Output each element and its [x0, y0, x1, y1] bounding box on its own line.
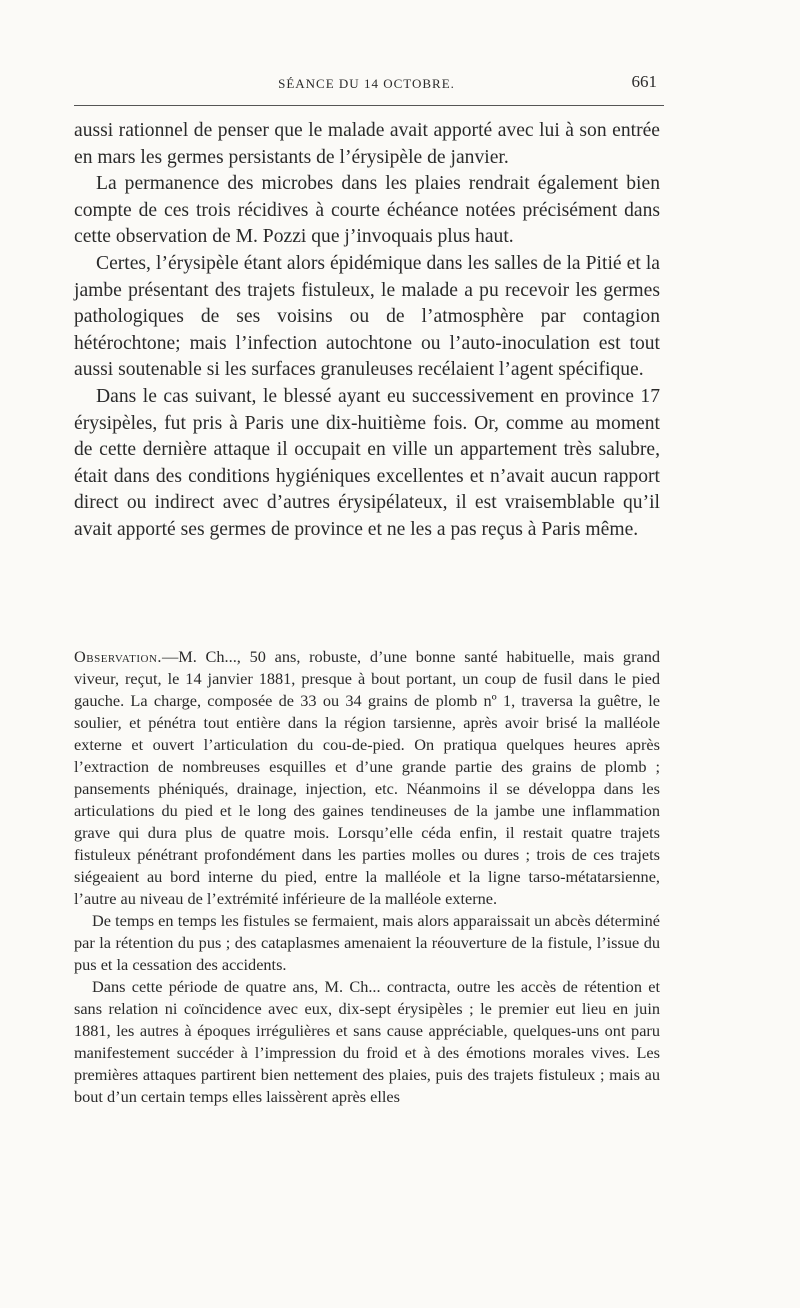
observation-block: [74, 646, 660, 1108]
paragraph: Certes, l’érysipèle étant alors épidémique dans les salles de la Pitié et la jambe présentant des trajets fistuleux, le malade a pu recevoir les germes pathologiques de ses voisins ou de l’atmosphère par contagion hétérochtone; mais l’infection autochtone ou l’auto-inoculation est tout aussi soutenable si les surfaces granuleuses recélaient l’agent spécifique.: [74, 252, 660, 381]
paragraph: aussi rationnel de penser que le malade avait apporté avec lui à son entrée en mars les germes persistants de l’érysipèle de janvier.: [74, 120, 660, 168]
header-rule: [74, 105, 664, 106]
main-text: [74, 118, 660, 544]
paragraph: La permanence des microbes dans les plaies rendrait également bien compte de ces trois récidives à courte échéance notées précisément dans cette observation de M. Pozzi que j’invoquais plus haut.: [74, 173, 660, 248]
observation-label: Observation.: [74, 647, 162, 666]
observation-paragraph: Dans cette période de quatre ans, M. Ch... contracta, outre les accès de rétention et sans relation ni coïncidence avec eux, dix-sept érysipèles ; le premier eut lieu en juin 1881, les autres à époques irrégulières et sans cause appréciable, quelques-uns ont paru manifestement succéder à l’impression du froid et à des émotions morales vives. Les premières attaques partirent bien nettement des plaies, puis des trajets fistuleux ; mais au bout d’un certain temps elles laissèrent après elles: [74, 977, 660, 1106]
page-header: [74, 72, 659, 100]
observation-paragraph: De temps en temps les fistules se fermaient, mais alors apparaissait un abcès déterminé par la rétention du pus ; des cataplasmes amenaient la réouverture de la fistule, l’issue du pus et la cessation des accidents.: [74, 911, 660, 974]
paragraph: Dans le cas suivant, le blessé ayant eu successivement en province 17 érysipèles, fut pris à Paris une dix-huitième fois. Or, comme au moment de cette dernière attaque il occupait en ville un appartement très salubre, était dans des conditions hygiéniques excellentes et n’avait aucun rapport direct ou indirect avec d’autres érysipélateux, il est vraisemblable qu’il avait apporté ses germes de province et ne les a pas reçus à Paris même.: [74, 385, 660, 540]
page-number: 661: [631, 72, 657, 91]
running-head: SÉANCE DU 14 OCTOBRE.: [278, 76, 455, 91]
observation-paragraph: [74, 646, 660, 910]
observation-text: —M. Ch..., 50 ans, robuste, d’une bonne santé habituelle, mais grand viveur, reçut, le 14 janvier 1881, presque à bout portant, un coup de fusil dans le pied gauche. La charge, composée de 33 ou 34 grains de plomb nº 1, traversa la guêtre, le soulier, et pénétra tout entière dans la région tarsienne, après avoir brisé la malléole externe et ouvert l’articulation du cou-de-pied. On pratiqua quelques heures après l’extraction de nombreuses esquilles et d’une grande partie des grains de plomb ; pansements phéniqués, drainage, injection, etc. Néanmoins il se développa dans les articulations du pied et le long des gaines tendineuses de la jambe une inflammation grave qui dura plus de quatre mois. Lorsqu’elle céda enfin, il restait quatre trajets fistuleux pénétrant profondément dans les parties molles ou dures ; trois de ces trajets siégeaient au bord interne du pied, entre la malléole et la ligne tarso-métatarsienne, l’autre au niveau de l’extrémité inférieure de la malléole externe.: [74, 647, 660, 908]
